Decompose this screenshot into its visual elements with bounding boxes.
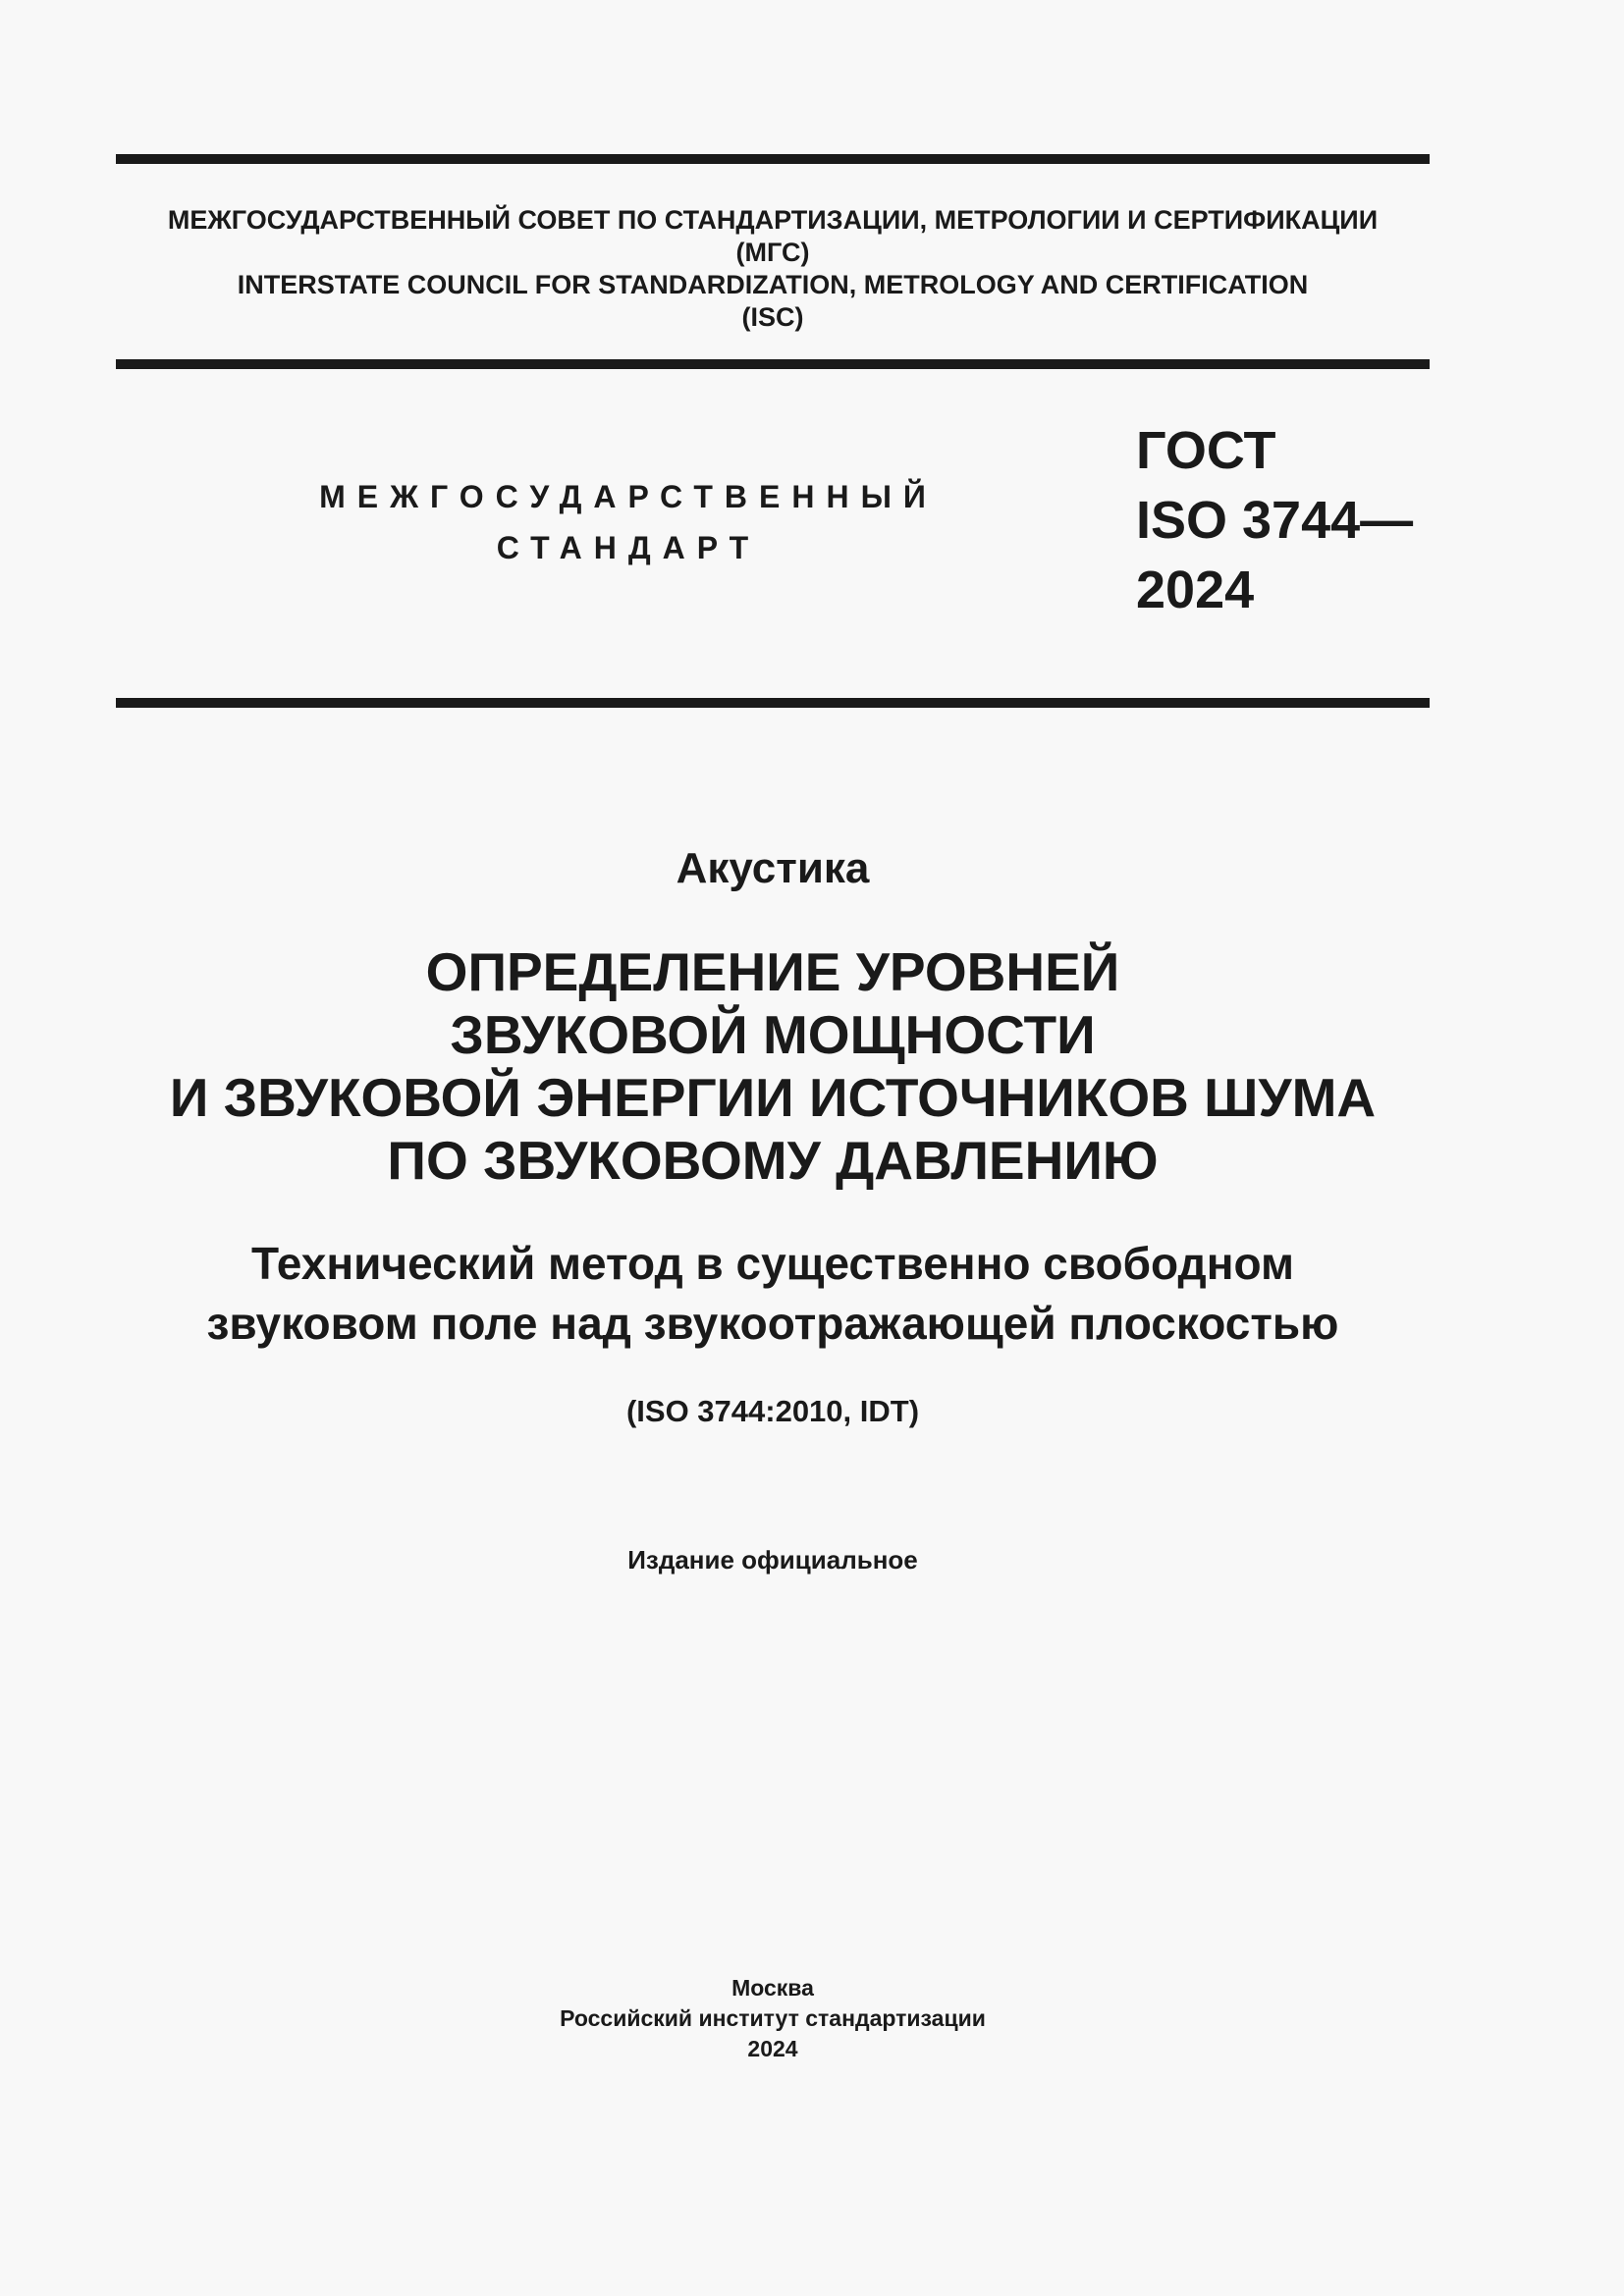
document-title: [98, 940, 1447, 1192]
council-abbr-en: (ISC): [741, 302, 804, 332]
standard-number-line-1: ГОСТ: [1136, 421, 1276, 480]
standard-number-line-3: 2024: [1136, 561, 1255, 619]
title-line: ОПРЕДЕЛЕНИЕ УРОВНЕЙ: [425, 941, 1120, 1002]
subtitle-line: звуковом поле над звукоотражающей плоскостью: [206, 1298, 1339, 1349]
edition-note: Издание официальное: [627, 1545, 918, 1575]
council-name-ru: МЕЖГОСУДАРСТВЕННЫЙ СОВЕТ ПО СТАНДАРТИЗАЦИИ, МЕТРОЛОГИИ И СЕРТИФИКАЦИИ: [167, 205, 1379, 235]
standard-type: [295, 471, 962, 573]
imprint: [98, 1973, 1447, 2064]
imprint-city: Москва: [731, 1975, 814, 2001]
document-subtitle: [98, 1234, 1447, 1354]
standard-type-line-2: СТАНДАРТ: [496, 530, 761, 565]
title-line: И ЗВУКОВОЙ ЭНЕРГИИ ИСТОЧНИКОВ ШУМА: [169, 1067, 1377, 1128]
header-rule: [116, 359, 1430, 369]
standard-type-line-1: МЕЖГОСУДАРСТВЕННЫЙ: [319, 479, 938, 514]
title-line: ЗВУКОВОЙ МОЩНОСТИ: [450, 1004, 1096, 1065]
council-header: [116, 204, 1430, 334]
top-rule: [116, 154, 1430, 164]
title-block-rule: [116, 698, 1430, 708]
subtitle-line: Технический метод в существенно свободном: [250, 1238, 1295, 1289]
council-abbr-ru: (МГС): [735, 238, 810, 267]
standard-number: [1136, 416, 1413, 625]
imprint-year: 2024: [747, 2036, 798, 2061]
iso-reference: (ISO 3744:2010, IDT): [625, 1394, 920, 1428]
council-name-en: INTERSTATE COUNCIL FOR STANDARDIZATION, METROLOGY AND CERTIFICATION: [237, 270, 1309, 299]
imprint-publisher: Российский институт стандартизации: [560, 2005, 986, 2031]
standard-number-line-2: ISO 3744—: [1136, 491, 1414, 550]
subject-heading: Акустика: [676, 844, 870, 892]
title-line: ПО ЗВУКОВОМУ ДАВЛЕНИЮ: [387, 1130, 1159, 1191]
